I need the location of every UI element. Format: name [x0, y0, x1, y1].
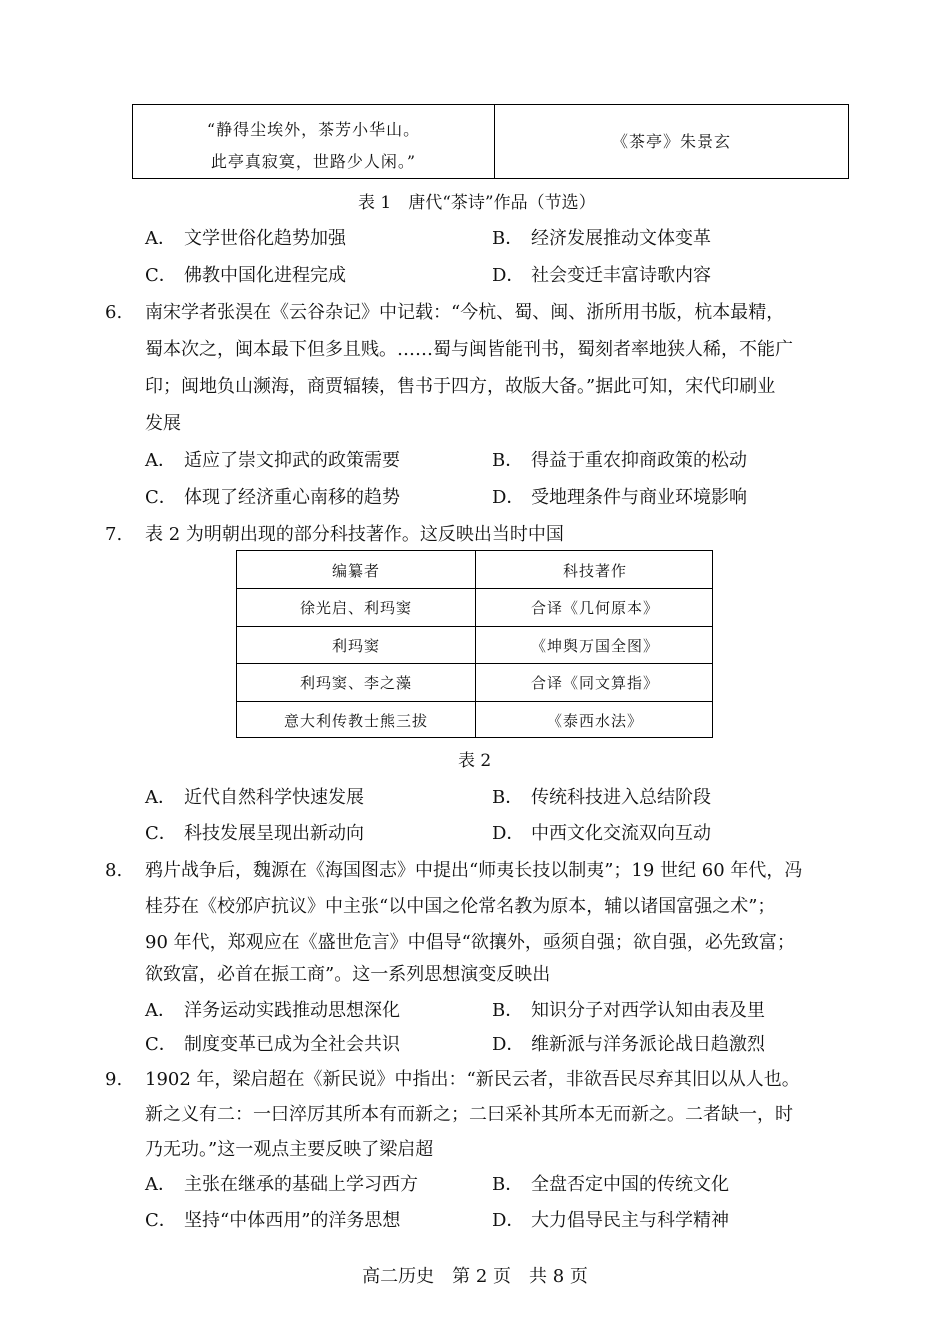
q8-option-c-letter: C． — [145, 1034, 177, 1055]
page-footer: 高二历史 第 2 页 共 8 页 — [362, 1266, 588, 1287]
q6-option-d-letter: D． — [492, 487, 525, 508]
table-2 — [236, 550, 713, 738]
q6-line-3: 印；闽地负山濒海，商贾辐辏，售书于四方，故版大备。”据此可知，宋代印刷业 — [145, 376, 776, 397]
table-1-poem-line-2: 此亭真寂寞，世路少人闲。” — [210, 152, 417, 171]
q7-option-c: 科技发展呈现出新动向 — [184, 823, 364, 844]
q5-option-b-letter: B． — [492, 228, 524, 249]
q5-option-a: 文学世俗化趋势加强 — [184, 228, 346, 249]
q8-option-d-letter: D． — [492, 1034, 525, 1055]
q9-option-c-letter: C． — [145, 1210, 177, 1231]
q5-option-d-letter: D． — [492, 265, 525, 286]
table-2-row-divider — [237, 626, 712, 627]
q6-option-a: 适应了崇文抑武的政策需要 — [184, 450, 400, 471]
q8-option-a-letter: A． — [145, 1000, 176, 1021]
q6-number: 6. — [105, 302, 123, 323]
q7-line: 表 2 为明朝出现的部分科技著作。这反映出当时中国 — [145, 524, 564, 545]
q6-option-d: 受地理条件与商业环境影响 — [531, 487, 747, 508]
q6-line-1: 南宋学者张淏在《云谷杂记》中记载：“今杭、蜀、闽、浙所用书版，杭本最精， — [145, 302, 785, 323]
q8-option-d: 维新派与洋务派论战日趋激烈 — [531, 1034, 765, 1055]
q9-option-d-letter: D． — [492, 1210, 525, 1231]
table-2-row-divider — [237, 701, 712, 702]
q8-line-2: 桂芬在《校邠庐抗议》中主张“以中国之伦常名教为原本，辅以诸国富强之术”； — [145, 896, 776, 917]
q5-option-d: 社会变迁丰富诗歌内容 — [531, 265, 711, 286]
q7-option-b: 传统科技进入总结阶段 — [531, 787, 711, 808]
q8-line-4: 欲致富，必首在振工商”。这一系列思想演变反映出 — [145, 964, 551, 985]
q8-option-b: 知识分子对西学认知由表及里 — [531, 1000, 765, 1021]
table-1-author: 《茶亭》朱景玄 — [611, 132, 731, 151]
q8-option-c: 制度变革已成为全社会共识 — [184, 1034, 400, 1055]
q9-option-a: 主张在继承的基础上学习西方 — [184, 1174, 418, 1195]
q8-line-3: 90 年代，郑观应在《盛世危言》中倡导“欲攘外，亟须自强；欲自强，必先致富； — [145, 932, 795, 953]
q9-option-b: 全盘否定中国的传统文化 — [531, 1174, 729, 1195]
q8-line-1: 鸦片战争后，魏源在《海国图志》中提出“师夷长技以制夷”；19 世纪 60 年代，冯 — [145, 860, 803, 881]
q7-option-a-letter: A． — [145, 787, 176, 808]
table-1-caption: 表 1 唐代“茶诗”作品（节选） — [358, 193, 596, 213]
table-2-row-divider — [237, 588, 712, 589]
q9-number: 9. — [105, 1069, 123, 1090]
q7-option-c-letter: C． — [145, 823, 177, 844]
q9-option-b-letter: B． — [492, 1174, 524, 1195]
q5-option-b: 经济发展推动文体变革 — [531, 228, 711, 249]
table-2-cell: 利玛窦、李之藻 — [299, 674, 412, 692]
q8-option-b-letter: B． — [492, 1000, 524, 1021]
q7-option-d-letter: D． — [492, 823, 525, 844]
table-2-header-compiler: 编纂者 — [331, 562, 380, 580]
table-1-poem-line-1: “静得尘埃外，茶芳小华山。 — [206, 120, 421, 139]
q6-option-c-letter: C． — [145, 487, 177, 508]
table-2-cell: 徐光启、利玛窦 — [299, 599, 412, 617]
table-2-caption: 表 2 — [458, 751, 492, 771]
q5-option-c-letter: C． — [145, 265, 177, 286]
table-2-cell: 《坤舆万国全图》 — [530, 637, 659, 655]
table-2-cell: 合译《几何原本》 — [530, 599, 659, 617]
q5-option-a-letter: A． — [145, 228, 176, 249]
table-2-cell: 《泰西水法》 — [546, 712, 643, 730]
q6-option-b: 得益于重农抑商政策的松动 — [531, 450, 747, 471]
q9-line-1: 1902 年，梁启超在《新民说》中指出：“新民云者，非欲吾民尽弃其旧以从人也。 — [145, 1069, 800, 1090]
q9-option-c: 坚持“中体西用”的洋务思想 — [184, 1210, 401, 1231]
q6-option-a-letter: A． — [145, 450, 176, 471]
table-2-header-work: 科技著作 — [562, 562, 627, 580]
q9-option-a-letter: A． — [145, 1174, 176, 1195]
table-2-cell: 利玛窦 — [331, 637, 380, 655]
q6-option-b-letter: B． — [492, 450, 524, 471]
table-2-cell: 意大利传教士熊三拔 — [283, 712, 428, 730]
q9-line-3: 乃无功。”这一观点主要反映了梁启超 — [145, 1139, 434, 1160]
table-2-row-divider — [237, 663, 712, 664]
q6-option-c: 体现了经济重心南移的趋势 — [184, 487, 400, 508]
q6-line-4: 发展 — [145, 413, 181, 434]
q7-option-d: 中西文化交流双向互动 — [531, 823, 711, 844]
q8-option-a: 洋务运动实践推动思想深化 — [184, 1000, 400, 1021]
table-1 — [132, 104, 849, 179]
q7-option-b-letter: B． — [492, 787, 524, 808]
q6-line-2: 蜀本次之，闽本最下但多且贱。……蜀与闽皆能刊书，蜀刻者率地狭人稀，不能广 — [145, 339, 793, 360]
q7-number: 7. — [105, 524, 123, 545]
q8-number: 8. — [105, 860, 123, 881]
q9-option-d: 大力倡导民主与科学精神 — [531, 1210, 729, 1231]
q9-line-2: 新之义有二：一曰淬厉其所本有而新之；二曰采补其所本无而新之。二者缺一，时 — [145, 1104, 793, 1125]
q7-option-a: 近代自然科学快速发展 — [184, 787, 364, 808]
q5-option-c: 佛教中国化进程完成 — [184, 265, 346, 286]
table-2-cell: 合译《同文算指》 — [530, 674, 659, 692]
